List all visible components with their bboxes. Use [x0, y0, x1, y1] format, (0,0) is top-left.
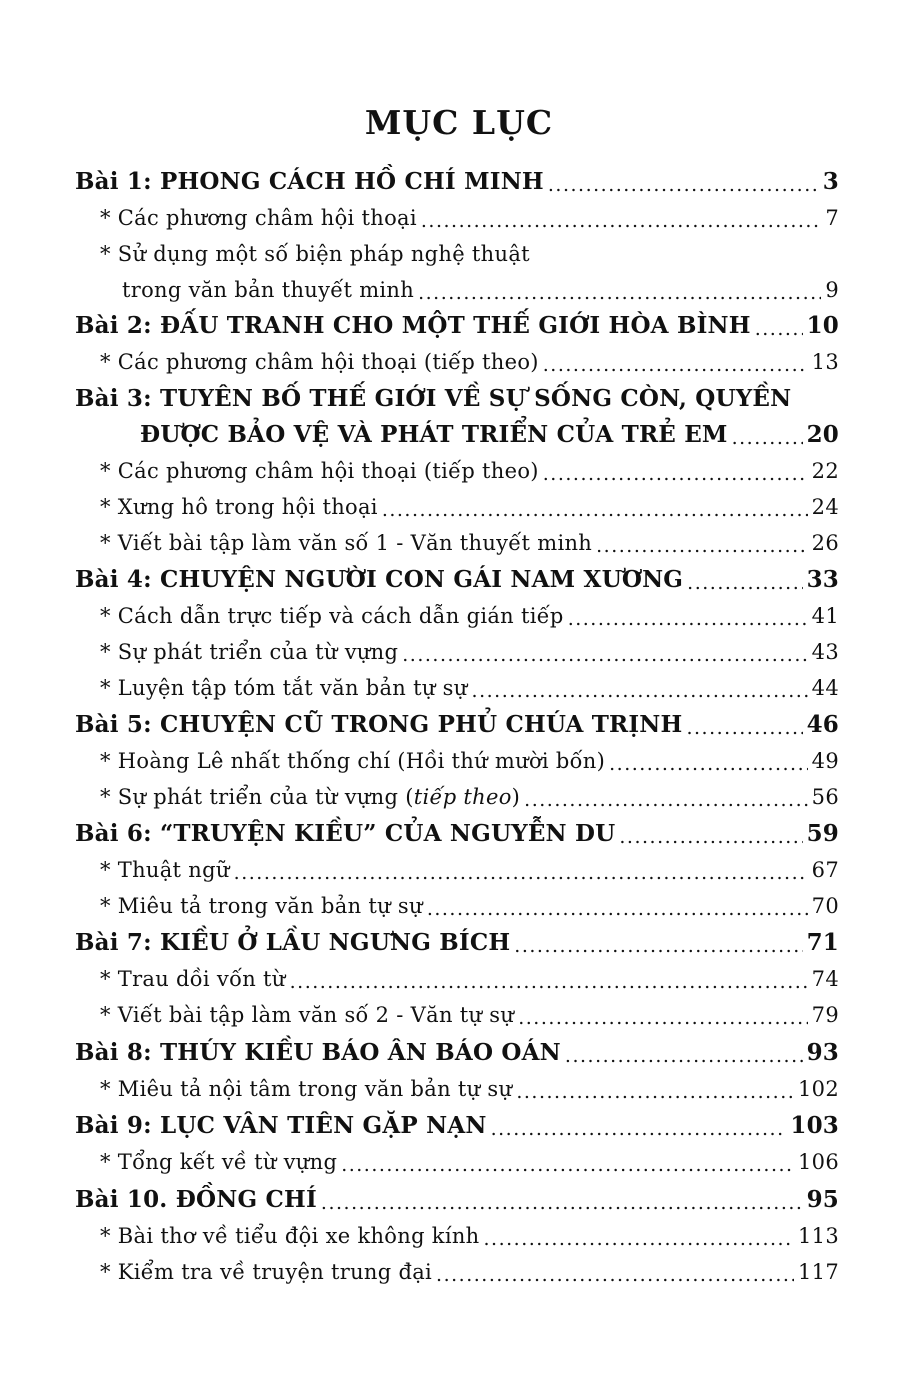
toc-entry-title: * Các phương châm hội thoại (tiếp theo)	[100, 350, 539, 374]
toc-entry-lesson-1[interactable]	[75, 163, 839, 195]
toc-entry-page: 67	[811, 858, 839, 882]
toc-entry-title: * Miêu tả trong văn bản tự sự	[100, 894, 423, 918]
toc-entry-page: 56	[811, 785, 839, 809]
dot-leader	[565, 1044, 803, 1066]
dot-leader	[686, 716, 802, 738]
dot-leader	[755, 317, 803, 339]
toc-entry-page: 44	[811, 676, 839, 700]
toc-entry-title: * Sử dụng một số biện pháp nghệ thuật	[100, 242, 530, 266]
toc-entry-page: 10	[806, 312, 839, 339]
toc-entry-page: 24	[811, 495, 839, 519]
toc-entry-page: 20	[806, 421, 839, 448]
toc-entry-page: 74	[811, 967, 839, 991]
dot-leader	[518, 1006, 807, 1028]
toc-entry-page: 13	[811, 350, 839, 374]
toc-entry-title: * Các phương châm hội thoại (tiếp theo)	[100, 459, 539, 483]
toc-entry-lesson-6[interactable]	[75, 815, 839, 847]
dot-leader	[382, 498, 808, 520]
dot-leader	[436, 1263, 794, 1285]
toc-entry-title: trong văn bản thuyết minh	[122, 278, 415, 302]
dot-leader	[687, 571, 802, 593]
toc-entry-title: * Tổng kết về từ vựng	[100, 1150, 338, 1174]
toc-entry-title: Bài 5: CHUYỆN CŨ TRONG PHỦ CHÚA TRỊNH	[75, 711, 683, 738]
toc-entry-lesson-4[interactable]	[75, 561, 839, 593]
toc-entry-title: * Miêu tả nội tâm trong văn bản tự sự	[100, 1077, 513, 1101]
toc-entry-title: * Viết bài tập làm văn số 2 - Văn tự sự	[100, 1003, 515, 1027]
toc-entry-sub[interactable]	[100, 960, 839, 992]
toc-entry-page: 103	[790, 1112, 839, 1139]
toc-entry-title: * Bài thơ về tiểu đội xe không kính	[100, 1224, 480, 1248]
dot-leader	[321, 1191, 803, 1213]
toc-entry-sub[interactable]	[100, 1143, 839, 1175]
toc-entry-sub[interactable]	[100, 199, 839, 231]
toc-entry-title: Bài 6: “TRUYỆN KIỀU” CỦA NGUYỄN DU	[75, 820, 616, 847]
toc-entry-page: 26	[811, 531, 839, 555]
dot-leader	[619, 825, 802, 847]
dot-leader	[514, 934, 802, 956]
dot-leader	[234, 861, 808, 883]
toc-entry-sub[interactable]	[100, 887, 839, 919]
dot-leader	[543, 353, 808, 375]
toc-entry-title: * Trau dồi vốn từ	[100, 967, 286, 991]
dot-leader	[421, 209, 821, 231]
toc-entry-sub[interactable]	[100, 633, 839, 665]
toc-entry-sub[interactable]	[100, 488, 839, 520]
toc-entry-page: 95	[806, 1186, 839, 1213]
toc-entry-sub[interactable]	[100, 235, 839, 267]
toc-entry-title: * Xưng hô trong hội thoại	[100, 495, 378, 519]
toc-entry-page: 7	[825, 206, 839, 230]
toc-entry-page: 102	[798, 1077, 839, 1101]
dot-leader	[484, 1227, 795, 1249]
toc-entry-title: Bài 4: CHUYỆN NGƯỜI CON GÁI NAM XƯƠNG	[75, 566, 684, 593]
toc-entry-sub[interactable]	[100, 996, 839, 1028]
dot-leader	[341, 1153, 794, 1175]
toc-entry-page: 71	[806, 929, 839, 956]
toc-entry-lesson-8[interactable]	[75, 1034, 839, 1066]
toc-entry-title: * Luyện tập tóm tắt văn bản tự sự	[100, 676, 468, 700]
toc-entry-page: 49	[811, 749, 839, 773]
toc-entry-title: Bài 2: ĐẤU TRANH CHO MỘT THẾ GIỚI HÒA BÌNH	[75, 312, 751, 339]
toc-entry-title: Bài 9: LỤC VÂN TIÊN GẶP NẠN	[75, 1112, 487, 1139]
toc-entry-title: * Cách dẫn trực tiếp và cách dẫn gián tiếp	[100, 604, 564, 628]
toc-entry-sub-continuation[interactable]	[122, 271, 839, 303]
toc-entry-page: 46	[806, 711, 839, 738]
dot-leader	[290, 970, 808, 992]
toc-entry-page: 43	[811, 640, 839, 664]
toc-entry-lesson-10[interactable]	[75, 1181, 839, 1213]
toc-entry-sub[interactable]	[100, 452, 839, 484]
toc-entry-sub[interactable]	[100, 524, 839, 556]
toc-entry-page: 22	[811, 459, 839, 483]
toc-entry-page: 113	[798, 1224, 839, 1248]
toc-entry-title: Bài 10. ĐỒNG CHÍ	[75, 1186, 317, 1213]
toc-entry-lesson-9[interactable]	[75, 1107, 839, 1139]
toc-entry-sub[interactable]	[100, 597, 839, 629]
toc-entry-sub[interactable]	[100, 778, 839, 810]
toc-entry-sub[interactable]	[100, 343, 839, 375]
toc-entry-page: 117	[798, 1260, 839, 1284]
toc-entry-page: 79	[811, 1003, 839, 1027]
dot-leader	[472, 679, 808, 701]
toc-entry-page: 59	[806, 820, 839, 847]
dot-leader	[524, 788, 808, 810]
dot-leader	[427, 897, 808, 919]
page-title: MỤC LỤC	[364, 103, 554, 142]
dot-leader	[402, 643, 807, 665]
toc-entry-title: Bài 1: PHONG CÁCH HỒ CHÍ MINH	[75, 168, 544, 195]
toc-entry-page: 33	[806, 566, 839, 593]
toc-entry-title: Bài 8: THÚY KIỀU BÁO ÂN BÁO OÁN	[75, 1039, 561, 1066]
dot-leader	[516, 1080, 794, 1102]
toc-entry-lesson-3-continuation[interactable]	[140, 416, 839, 448]
toc-entry-title: * Sự phát triển của từ vựng	[100, 640, 399, 664]
toc-entry-sub[interactable]	[100, 1253, 839, 1285]
dot-leader	[568, 607, 808, 629]
dot-leader	[491, 1117, 787, 1139]
toc-entry-lesson-5[interactable]	[75, 706, 839, 738]
toc-entry-page: 93	[806, 1039, 839, 1066]
dot-leader	[543, 462, 808, 484]
toc-entry-title: * Kiểm tra về truyện trung đại	[100, 1260, 433, 1284]
toc-entry-sub[interactable]	[100, 1217, 839, 1249]
toc-entry-title: * Thuật ngữ	[100, 858, 230, 882]
toc-entry-page: 9	[825, 278, 839, 302]
toc-entry-sub[interactable]	[100, 742, 839, 774]
dot-leader	[609, 752, 808, 774]
toc-entry-sub[interactable]	[100, 851, 839, 883]
dot-leader	[596, 534, 808, 556]
toc-entry-sub[interactable]	[100, 1070, 839, 1102]
dot-leader	[732, 426, 803, 448]
dot-leader	[548, 173, 819, 195]
toc-entry-page: 41	[811, 604, 839, 628]
dot-leader	[418, 281, 821, 303]
toc-entry-page: 106	[798, 1150, 839, 1174]
toc-entry-title: ĐƯỢC BẢO VỆ VÀ PHÁT TRIỂN CỦA TRẺ EM	[140, 421, 728, 448]
toc-entry-lesson-2[interactable]	[75, 307, 839, 339]
toc-entry-title: * Các phương châm hội thoại	[100, 206, 417, 230]
toc-entry-lesson-7[interactable]	[75, 924, 839, 956]
toc-entry-title: Bài 3: TUYÊN BỐ THẾ GIỚI VỀ SỰ SỐNG CÒN, QUYỀN	[75, 385, 792, 412]
toc-entry-title: Bài 7: KIỀU Ở LẦU NGƯNG BÍCH	[75, 929, 511, 956]
toc-entry-title: * Sự phát triển của từ vựng (tiếp theo)	[100, 785, 521, 809]
toc-entry-page: 3	[822, 168, 839, 195]
toc-entry-page: 70	[811, 894, 839, 918]
toc-entry-lesson-3[interactable]	[75, 380, 839, 412]
toc-entry-title: * Viết bài tập làm văn số 1 - Văn thuyết minh	[100, 531, 593, 555]
toc-entry-title: * Hoàng Lê nhất thống chí (Hồi thứ mười bốn)	[100, 749, 606, 773]
toc-entry-sub[interactable]	[100, 669, 839, 701]
